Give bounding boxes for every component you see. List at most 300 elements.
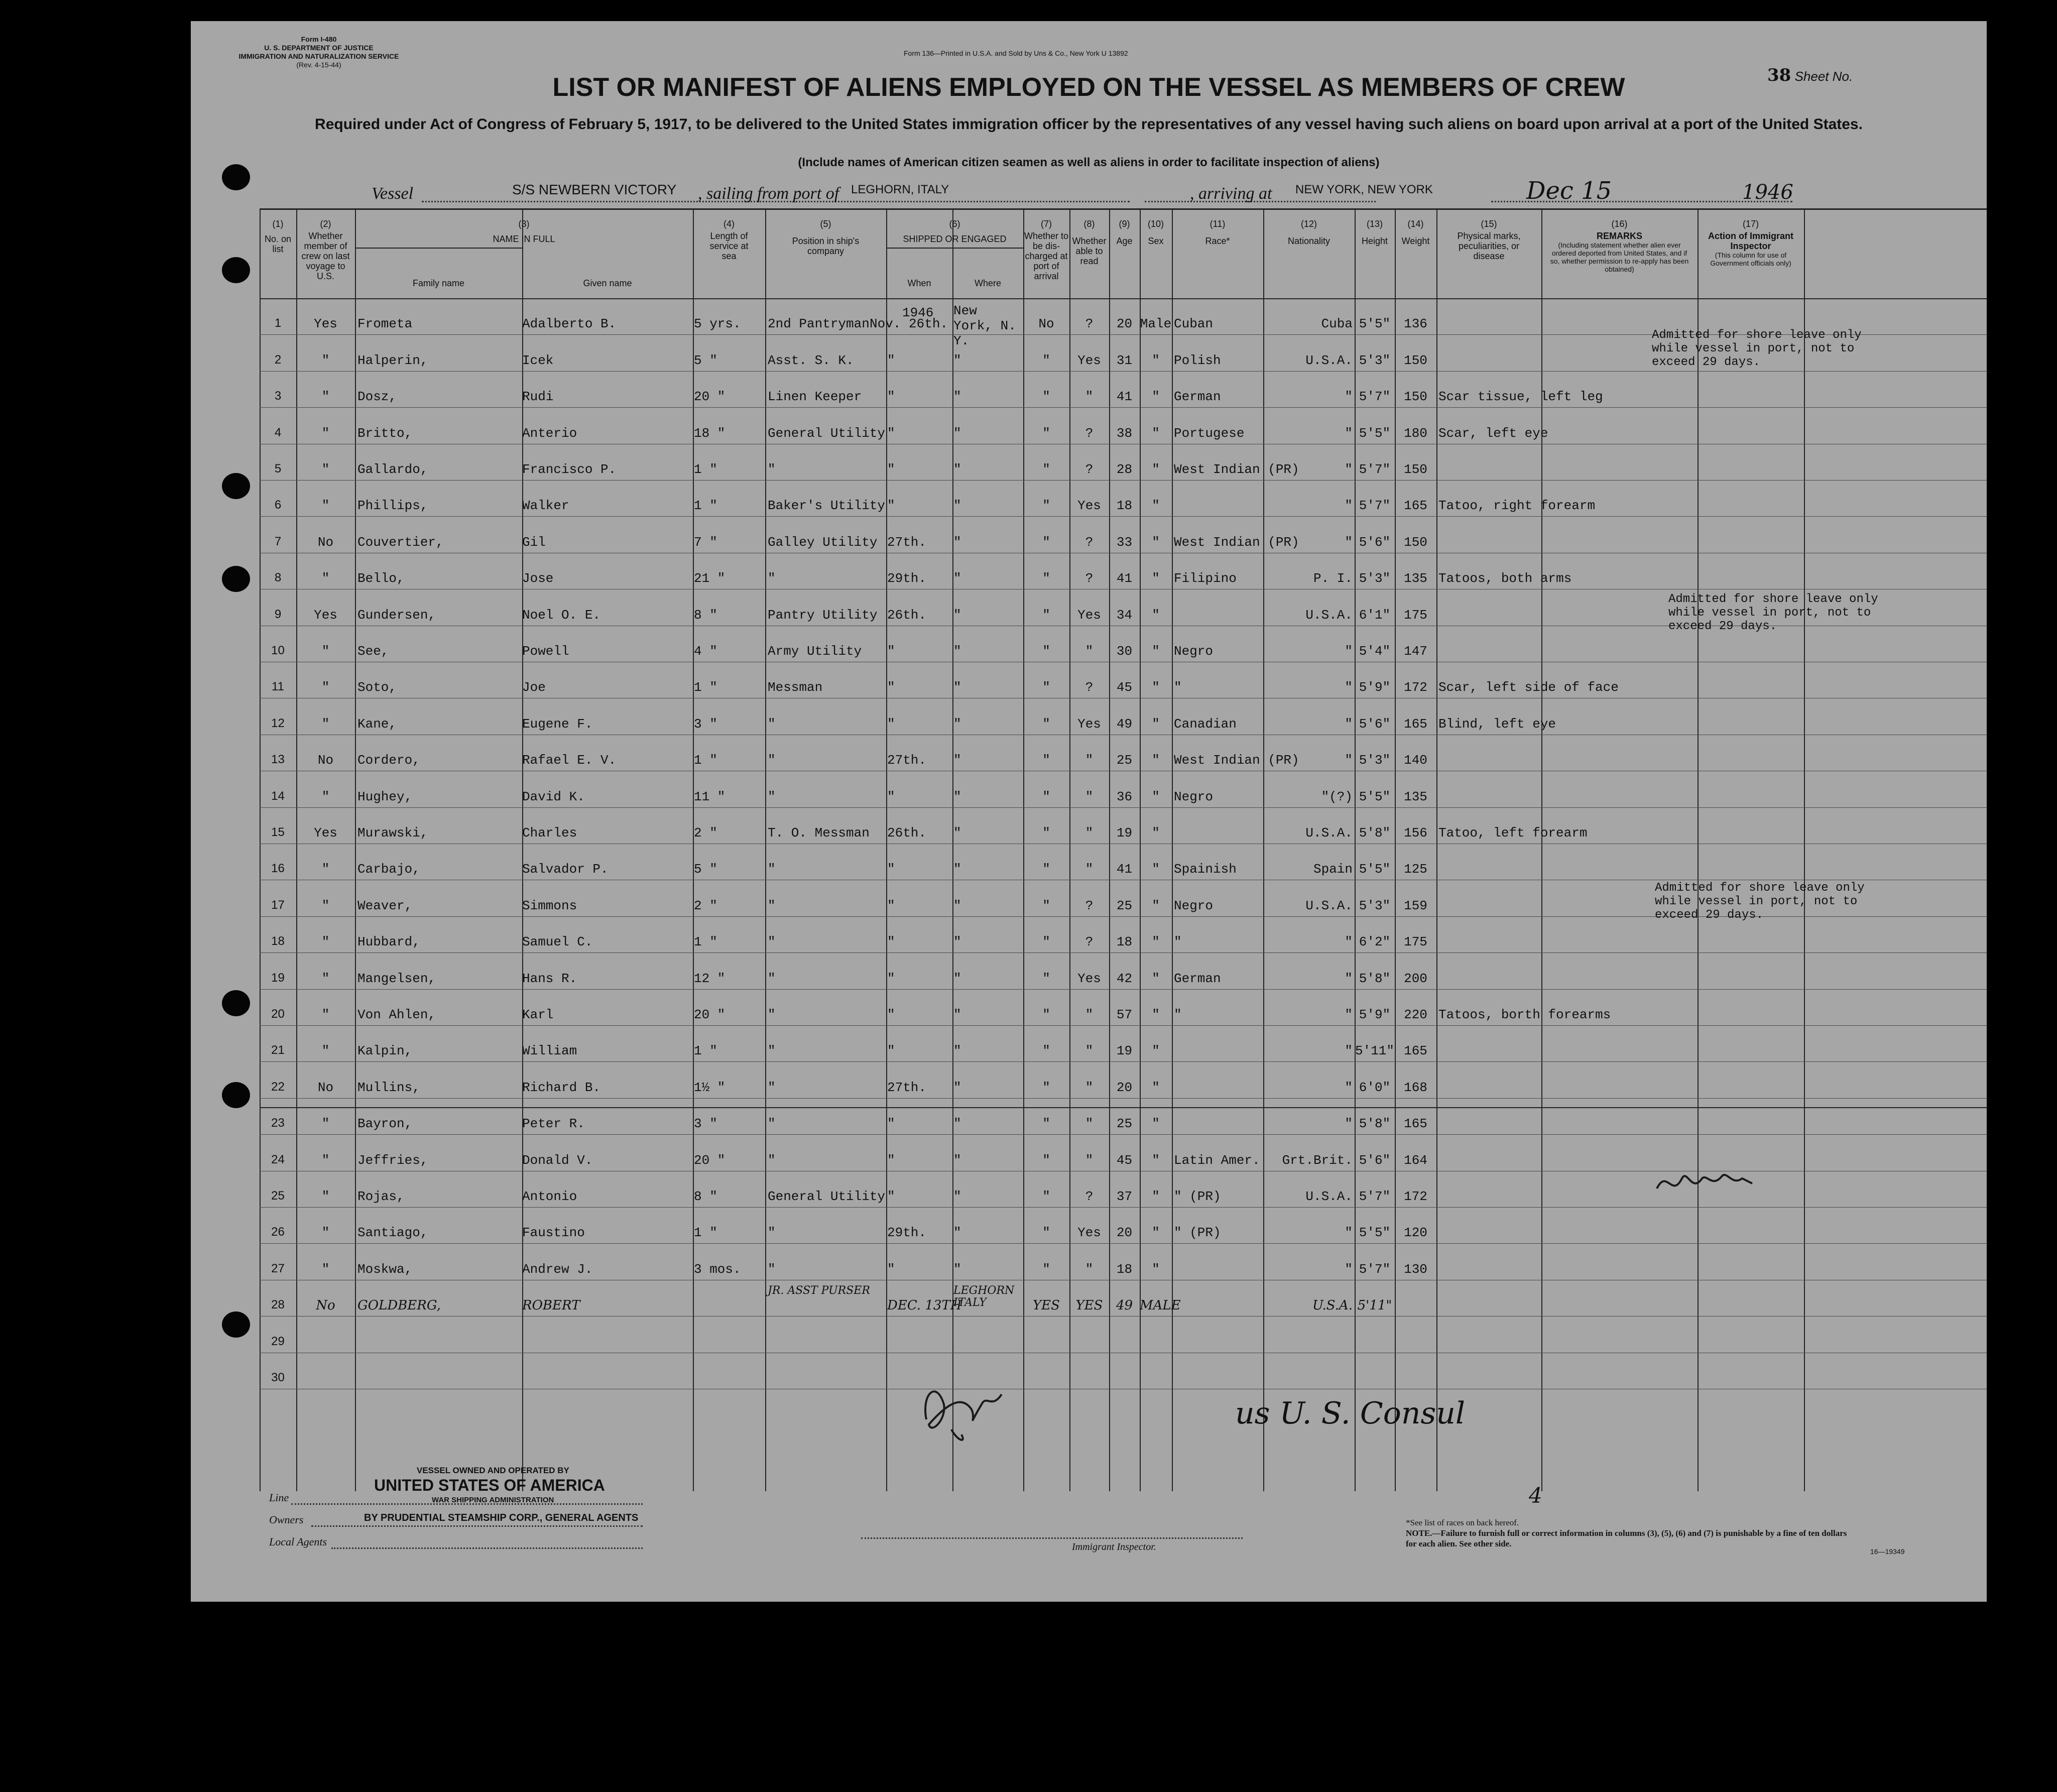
cell-nationality: Spain bbox=[1313, 862, 1353, 877]
cell-weight: 172 bbox=[1404, 680, 1427, 695]
cell-able-to-read: ? bbox=[1085, 934, 1094, 950]
revision-date: (Rev. 4-15-44) bbox=[296, 61, 341, 69]
cell-position: " bbox=[768, 571, 776, 586]
cell-age: 31 bbox=[1116, 352, 1133, 368]
cell-height: 5'8" bbox=[1359, 825, 1391, 841]
cell-weight: 130 bbox=[1404, 1261, 1427, 1277]
cell-nationality: " bbox=[1345, 934, 1353, 950]
cell-height: 5'5" bbox=[1359, 425, 1391, 441]
cell-engaged-where: " bbox=[953, 644, 961, 659]
cell-position: " bbox=[768, 462, 776, 477]
cell-nationality: " bbox=[1345, 462, 1353, 477]
cell-nationality: P. I. bbox=[1313, 571, 1353, 586]
cell-previous-voyage: " bbox=[321, 1261, 330, 1277]
sailing-label: , sailing from port of bbox=[698, 184, 839, 203]
cell-age: 20 bbox=[1116, 1225, 1133, 1241]
cell-sex: " bbox=[1152, 716, 1160, 732]
cell-engaged-when: " bbox=[887, 352, 895, 368]
cell-age: 30 bbox=[1116, 644, 1133, 659]
cell-weight: 150 bbox=[1404, 462, 1427, 477]
printer-line: Form 136—Printed in U.S.A. and Sold by Uns & Co., New York U 13892 bbox=[904, 49, 1128, 57]
cell-row-number: 26 bbox=[271, 1225, 285, 1239]
cell-discharged: " bbox=[1042, 825, 1050, 841]
line-label: Line bbox=[269, 1491, 289, 1504]
cell-row-number: 19 bbox=[271, 971, 285, 985]
cell-previous-voyage: " bbox=[321, 1116, 330, 1132]
cell-engaged-when: " bbox=[887, 789, 895, 804]
cell-given-name: Anterio bbox=[522, 425, 577, 441]
owners-value: BY PRUDENTIAL STEAMSHIP CORP., GENERAL AGENTS bbox=[364, 1512, 639, 1523]
page-mark: 4 bbox=[1529, 1483, 1542, 1508]
cell-sex: " bbox=[1152, 898, 1160, 913]
cell-row-number: 2 bbox=[274, 352, 282, 367]
cell-given-name: Simmons bbox=[522, 898, 577, 913]
cell-given-name: Jose bbox=[522, 571, 554, 586]
cell-previous-voyage: No bbox=[317, 534, 334, 550]
col-discharged-header: (7) Whether to be dis-charged at port of arrival bbox=[1024, 219, 1069, 281]
cell-given-name: Noel O. E. bbox=[522, 607, 601, 623]
cell-engaged-where: New York, N. Y. bbox=[953, 303, 1016, 348]
cell-engaged-when: 29th. bbox=[887, 571, 927, 586]
cell-sex: " bbox=[1152, 607, 1160, 623]
cell-age: 25 bbox=[1116, 898, 1133, 913]
cell-nationality: U.S.A. bbox=[1312, 1298, 1353, 1313]
cell-family-name: Kalpin, bbox=[357, 1043, 413, 1059]
cell-age: 57 bbox=[1116, 1007, 1133, 1022]
department-name: U. S. DEPARTMENT OF JUSTICE bbox=[264, 44, 374, 52]
cell-position: " bbox=[768, 1080, 776, 1095]
cell-service-length: 11 " bbox=[694, 789, 725, 804]
cell-sex: " bbox=[1152, 934, 1160, 950]
cell-service-length: 1 " bbox=[694, 934, 717, 950]
cell-service-length: 5 yrs. bbox=[694, 316, 741, 332]
cell-position: " bbox=[768, 789, 776, 804]
cell-previous-voyage: " bbox=[321, 862, 330, 877]
cell-previous-voyage: " bbox=[321, 425, 330, 441]
cell-family-name: Phillips, bbox=[357, 498, 428, 514]
cell-height: 5'3" bbox=[1359, 898, 1391, 913]
cell-height: 5'5" bbox=[1359, 862, 1391, 877]
remarks-block: Admitted for shore leave only while vessel in port, not to exceed 29 days. bbox=[1652, 328, 1862, 369]
form-number: Form I-480 bbox=[301, 35, 337, 43]
cell-given-name: Powell bbox=[522, 644, 569, 659]
cell-nationality: " bbox=[1345, 534, 1353, 550]
binder-hole bbox=[222, 566, 250, 592]
cell-nationality: " bbox=[1345, 389, 1353, 405]
cell-able-to-read: ? bbox=[1085, 462, 1094, 477]
binder-hole bbox=[222, 473, 250, 499]
cell-position: Messman bbox=[768, 680, 823, 695]
cell-service-length: 12 " bbox=[694, 971, 725, 986]
cell-service-length: 20 " bbox=[694, 1007, 725, 1022]
cell-previous-voyage: No bbox=[316, 1298, 335, 1313]
cell-given-name: David K. bbox=[522, 789, 585, 804]
cell-able-to-read: Yes bbox=[1077, 716, 1101, 732]
cell-nationality: Grt.Brit. bbox=[1282, 1152, 1353, 1168]
service-name: IMMIGRATION AND NATURALIZATION SERVICE bbox=[238, 52, 399, 60]
cell-height: 5'3" bbox=[1359, 571, 1391, 586]
cell-height: 5'11" bbox=[1355, 1043, 1394, 1059]
cell-given-name: Hans R. bbox=[522, 971, 577, 986]
cell-family-name: Mullins, bbox=[357, 1080, 420, 1095]
cell-weight: 135 bbox=[1404, 789, 1427, 804]
cell-race: Negro bbox=[1174, 644, 1214, 659]
cell-previous-voyage: " bbox=[321, 571, 330, 586]
cell-age: 49 bbox=[1116, 716, 1133, 732]
cell-physical-marks: Tatoo, left forearm bbox=[1438, 825, 1588, 841]
cell-engaged-when: " bbox=[887, 898, 895, 913]
cell-able-to-read: YES bbox=[1075, 1298, 1103, 1313]
cell-sex: " bbox=[1152, 425, 1160, 441]
cell-discharged: " bbox=[1042, 352, 1050, 368]
cell-position: " bbox=[768, 753, 776, 768]
cell-previous-voyage: " bbox=[321, 1152, 330, 1168]
cell-given-name: Rudi bbox=[522, 389, 554, 405]
cell-able-to-read: ? bbox=[1085, 898, 1094, 913]
cell-position: " bbox=[768, 971, 776, 986]
cell-engaged-where: " bbox=[953, 1007, 961, 1022]
cell-family-name: Weaver, bbox=[357, 898, 413, 913]
col-nationality-header: (12) Nationality bbox=[1287, 219, 1330, 246]
cell-nationality: U.S.A. bbox=[1305, 352, 1353, 368]
cell-weight: 120 bbox=[1404, 1225, 1427, 1241]
cell-height: 5'6" bbox=[1359, 1152, 1391, 1168]
cell-weight: 172 bbox=[1404, 1189, 1427, 1204]
cell-given-name: William bbox=[522, 1043, 577, 1059]
cell-discharged: " bbox=[1042, 971, 1050, 986]
cell-position: " bbox=[768, 1007, 776, 1022]
cell-height: 6'0" bbox=[1359, 1080, 1391, 1095]
cell-discharged: " bbox=[1042, 534, 1050, 550]
cell-engaged-when: 27th. bbox=[887, 1080, 927, 1095]
cell-position: Pantry Utility bbox=[768, 607, 878, 623]
cell-previous-voyage: No bbox=[317, 753, 334, 768]
cell-engaged-where: " bbox=[953, 934, 961, 950]
cell-able-to-read: ? bbox=[1085, 316, 1094, 332]
cell-race: Latin Amer. bbox=[1174, 1152, 1260, 1168]
cell-previous-voyage: Yes bbox=[314, 825, 337, 841]
cell-race: German bbox=[1174, 389, 1221, 405]
cell-weight: 147 bbox=[1404, 644, 1427, 659]
cell-service-length: 1 " bbox=[694, 1225, 717, 1241]
cell-engaged-when: " bbox=[887, 971, 895, 986]
cell-family-name: Santiago, bbox=[357, 1225, 428, 1241]
cell-position: Army Utility bbox=[768, 644, 862, 659]
cell-sex: " bbox=[1152, 825, 1160, 841]
cell-family-name: Dosz, bbox=[357, 389, 397, 405]
cell-given-name: Francisco P. bbox=[522, 462, 617, 477]
owners-label: Owners bbox=[269, 1513, 304, 1526]
cell-weight: 175 bbox=[1404, 607, 1427, 623]
cell-weight: 140 bbox=[1404, 753, 1427, 768]
cell-sex: " bbox=[1152, 352, 1160, 368]
cell-engaged-where: " bbox=[953, 389, 961, 405]
cell-row-number: 16 bbox=[271, 862, 285, 876]
cell-age: 18 bbox=[1116, 498, 1133, 514]
cell-height: 5'6" bbox=[1359, 534, 1391, 550]
cell-engaged-where: " bbox=[953, 607, 961, 623]
cell-position: Galley Utility bbox=[768, 534, 878, 550]
cell-height: 5'8" bbox=[1359, 971, 1391, 986]
cell-engaged-where: " bbox=[953, 534, 961, 550]
manifest-sheet bbox=[191, 21, 1987, 1602]
cell-sex: " bbox=[1152, 971, 1160, 986]
cell-age: 37 bbox=[1116, 1189, 1133, 1204]
cell-height: 5'7" bbox=[1359, 389, 1391, 405]
cell-row-number: 8 bbox=[274, 571, 282, 585]
col-where-header: Where bbox=[974, 278, 1001, 288]
cell-family-name: Frometa bbox=[357, 316, 413, 332]
col-position-header: (5) Position in ship's company bbox=[792, 219, 860, 256]
cell-able-to-read: ? bbox=[1085, 680, 1094, 695]
cell-previous-voyage: " bbox=[321, 1189, 330, 1204]
cell-discharged: " bbox=[1042, 1116, 1050, 1132]
vessel-name: S/S NEWBERN VICTORY bbox=[512, 182, 677, 197]
cell-age: 25 bbox=[1116, 1116, 1133, 1132]
cell-row-number: 18 bbox=[271, 934, 285, 948]
cell-able-to-read: " bbox=[1085, 753, 1094, 768]
cell-row-number: 1 bbox=[274, 316, 282, 330]
cell-weight: 220 bbox=[1404, 1007, 1427, 1022]
cell-weight: 168 bbox=[1404, 1080, 1427, 1095]
cell-engaged-where: " bbox=[953, 1261, 961, 1277]
col-height-header: (13) Height bbox=[1361, 219, 1388, 246]
cell-nationality: " bbox=[1345, 971, 1353, 986]
cell-engaged-when: 27th. bbox=[887, 753, 927, 768]
cell-position: " bbox=[768, 1225, 776, 1241]
cell-age: 36 bbox=[1116, 789, 1133, 804]
cell-position: " bbox=[768, 1116, 776, 1132]
cell-engaged-when: " bbox=[887, 389, 895, 405]
cell-previous-voyage: " bbox=[321, 898, 330, 913]
binder-hole bbox=[222, 257, 250, 283]
cell-nationality: " bbox=[1345, 716, 1353, 732]
cell-position: " bbox=[768, 862, 776, 877]
cell-family-name: GOLDBERG, bbox=[357, 1298, 441, 1313]
col-remarks-header: (16) REMARKS (Including statement whether alien ever ordered deported from United States, and if so, whether permission to re-apply has been obtained) bbox=[1550, 219, 1689, 273]
cell-previous-voyage: Yes bbox=[314, 316, 337, 332]
cell-height: 5'9" bbox=[1359, 680, 1391, 695]
cell-service-length: 5 " bbox=[694, 352, 717, 368]
cell-service-length: 1 " bbox=[694, 1043, 717, 1059]
cell-race: Polish bbox=[1174, 352, 1221, 368]
cell-height: 5'7" bbox=[1359, 1261, 1391, 1277]
cell-race: Cuban bbox=[1174, 316, 1214, 332]
col-given-name-header: Given name bbox=[583, 278, 632, 288]
cell-previous-voyage: " bbox=[321, 716, 330, 732]
cell-family-name: Von Ahlen, bbox=[357, 1007, 436, 1022]
cell-age: 38 bbox=[1116, 425, 1133, 441]
cell-age: 19 bbox=[1116, 825, 1133, 841]
cell-discharged: " bbox=[1042, 1080, 1050, 1095]
cell-age: 34 bbox=[1116, 607, 1133, 623]
cell-height: 5'7" bbox=[1359, 462, 1391, 477]
cell-engaged-when: 27th. bbox=[887, 534, 927, 550]
cell-nationality: " bbox=[1345, 498, 1353, 514]
cell-service-length: 1 " bbox=[694, 462, 717, 477]
cell-row-number: 5 bbox=[274, 462, 282, 475]
cell-row-number: 11 bbox=[272, 680, 284, 694]
cell-nationality: " bbox=[1345, 1116, 1353, 1132]
cell-race: German bbox=[1174, 971, 1221, 986]
cell-family-name: Halperin, bbox=[357, 352, 428, 368]
cell-family-name: Bayron, bbox=[357, 1116, 413, 1132]
cell-race: Negro bbox=[1174, 789, 1214, 804]
cell-sex: " bbox=[1152, 1116, 1160, 1132]
cell-race: " bbox=[1174, 934, 1182, 950]
cell-weight: 180 bbox=[1404, 425, 1427, 441]
cell-sex: " bbox=[1152, 680, 1160, 695]
cell-able-to-read: " bbox=[1085, 1116, 1094, 1132]
cell-family-name: Couvertier, bbox=[357, 534, 444, 550]
signature-mark bbox=[916, 1374, 1007, 1450]
cell-row-number: 6 bbox=[274, 498, 282, 512]
cell-discharged: " bbox=[1042, 607, 1050, 623]
cell-position: " bbox=[768, 716, 776, 732]
cell-discharged: " bbox=[1042, 571, 1050, 586]
cell-engaged-where: " bbox=[953, 1225, 961, 1241]
cell-position: Baker's Utility bbox=[768, 498, 886, 514]
cell-family-name: Cordero, bbox=[357, 753, 420, 768]
cell-engaged-when: " bbox=[887, 425, 895, 441]
cell-able-to-read: " bbox=[1085, 389, 1094, 405]
cell-sex: " bbox=[1152, 1007, 1160, 1022]
cell-service-length: 1 " bbox=[694, 498, 717, 514]
cell-height: 5'7" bbox=[1359, 1189, 1391, 1204]
cell-previous-voyage: " bbox=[321, 971, 330, 986]
cell-row-number: 28 bbox=[271, 1298, 285, 1312]
cell-service-length: 3 " bbox=[694, 716, 717, 732]
col-name-header: (3) NAME IN FULL bbox=[493, 219, 555, 244]
cell-discharged: " bbox=[1042, 862, 1050, 877]
cell-family-name: Bello, bbox=[357, 571, 405, 586]
cell-given-name: Gil bbox=[522, 534, 546, 550]
cell-previous-voyage: No bbox=[317, 1080, 334, 1095]
cell-previous-voyage: " bbox=[321, 1225, 330, 1241]
cell-position: 2nd Pantryman bbox=[768, 316, 870, 332]
cell-sex: " bbox=[1152, 1225, 1160, 1241]
cell-nationality: " bbox=[1345, 1261, 1353, 1277]
stamp-owner: UNITED STATES OF AMERICA bbox=[374, 1476, 605, 1494]
cell-engaged-when: " bbox=[887, 1152, 895, 1168]
cell-engaged-where: " bbox=[953, 825, 961, 841]
cell-service-length: 18 " bbox=[694, 425, 725, 441]
cell-sex: " bbox=[1152, 1261, 1160, 1277]
cell-engaged-where: " bbox=[953, 1152, 961, 1168]
cell-engaged-where: " bbox=[953, 1116, 961, 1132]
cell-given-name: Eugene F. bbox=[522, 716, 593, 732]
cell-service-length: 5 " bbox=[694, 862, 717, 877]
inspector-initials bbox=[1652, 1158, 1762, 1206]
cell-family-name: Hughey, bbox=[357, 789, 413, 804]
cell-given-name: Icek bbox=[522, 352, 554, 368]
cell-engaged-where: " bbox=[953, 571, 961, 586]
cell-row-number: 30 bbox=[271, 1371, 285, 1384]
cell-row-number: 20 bbox=[271, 1007, 285, 1021]
cell-age: 20 bbox=[1116, 1080, 1133, 1095]
col-race-header: (11) Race* bbox=[1205, 219, 1230, 246]
cell-race: " bbox=[1174, 680, 1182, 695]
cell-service-length: 1½ " bbox=[694, 1080, 725, 1095]
cell-weight: 125 bbox=[1404, 862, 1427, 877]
cell-engaged-where: " bbox=[953, 789, 961, 804]
cell-race: " (PR) bbox=[1174, 1225, 1221, 1241]
cell-sex: " bbox=[1152, 644, 1160, 659]
cell-weight: 150 bbox=[1404, 534, 1427, 550]
cell-service-length: 20 " bbox=[694, 389, 725, 405]
cell-able-to-read: ? bbox=[1085, 425, 1094, 441]
cell-previous-voyage: " bbox=[321, 352, 330, 368]
cell-position: " bbox=[768, 1261, 776, 1277]
cell-position: Linen Keeper bbox=[768, 389, 862, 405]
cell-row-number: 7 bbox=[274, 534, 282, 548]
sheet-label: Sheet No. bbox=[1794, 69, 1853, 84]
cell-engaged-where: " bbox=[953, 753, 961, 768]
cell-sex: " bbox=[1152, 462, 1160, 477]
cell-weight: 150 bbox=[1404, 352, 1427, 368]
cell-discharged: No bbox=[1038, 316, 1054, 332]
col-no-header: (1) No. on list bbox=[264, 219, 292, 254]
cell-row-number: 21 bbox=[271, 1043, 285, 1057]
cell-weight: 136 bbox=[1404, 316, 1427, 332]
cell-position: " bbox=[768, 934, 776, 950]
cell-sex: " bbox=[1152, 534, 1160, 550]
cell-race: " bbox=[1174, 1007, 1182, 1022]
cell-discharged: " bbox=[1042, 1189, 1050, 1204]
cell-weight: 200 bbox=[1404, 971, 1427, 986]
cell-engaged-where: " bbox=[953, 352, 961, 368]
cell-sex: " bbox=[1152, 1080, 1160, 1095]
cell-weight: 150 bbox=[1404, 389, 1427, 405]
cell-given-name: Rafael E. V. bbox=[522, 753, 617, 768]
cell-height: 5'5" bbox=[1359, 316, 1391, 332]
col-shipped-header: (6) SHIPPED OR ENGAGED bbox=[903, 219, 1007, 244]
cell-age: 33 bbox=[1116, 534, 1133, 550]
cell-able-to-read: " bbox=[1085, 1080, 1094, 1095]
cell-age: 49 bbox=[1116, 1298, 1133, 1313]
arrival-date: Dec 15 bbox=[1526, 177, 1612, 205]
cell-given-name: Samuel C. bbox=[522, 934, 593, 950]
cell-row-number: 13 bbox=[271, 753, 285, 767]
cell-service-length: 2 " bbox=[694, 898, 717, 913]
cell-sex: MALE bbox=[1140, 1298, 1181, 1313]
initials-mark bbox=[1652, 1158, 1762, 1204]
form-code: 16—19349 bbox=[1870, 1547, 1905, 1556]
cell-height: 5'9" bbox=[1359, 1007, 1391, 1022]
cell-age: 41 bbox=[1116, 571, 1133, 586]
cell-age: 45 bbox=[1116, 680, 1133, 695]
cell-able-to-read: " bbox=[1085, 1043, 1094, 1059]
cell-position: JR. ASST PURSER bbox=[768, 1284, 870, 1297]
col-physical-marks-header: (15) Physical marks, peculiarities, or disease bbox=[1457, 219, 1521, 261]
cell-discharged: " bbox=[1042, 716, 1050, 732]
cell-service-length: 2 " bbox=[694, 825, 717, 841]
cell-position: T. O. Messman bbox=[768, 825, 870, 841]
cell-row-number: 24 bbox=[271, 1152, 285, 1166]
cell-race: West Indian (PR) bbox=[1174, 462, 1299, 477]
cell-discharged: " bbox=[1042, 644, 1050, 659]
cell-nationality: " bbox=[1345, 1080, 1353, 1095]
cell-engaged-where: " bbox=[953, 1043, 961, 1059]
cell-discharged: " bbox=[1042, 680, 1050, 695]
cell-row-number: 15 bbox=[271, 825, 285, 839]
consul-note: us U. S. Consul bbox=[1235, 1396, 1466, 1431]
cell-height: 6'1" bbox=[1359, 607, 1391, 623]
arriving-label: , arriving at bbox=[1190, 184, 1272, 203]
cell-service-length: 4 " bbox=[694, 644, 717, 659]
cell-nationality: " bbox=[1345, 753, 1353, 768]
cell-age: 28 bbox=[1116, 462, 1133, 477]
